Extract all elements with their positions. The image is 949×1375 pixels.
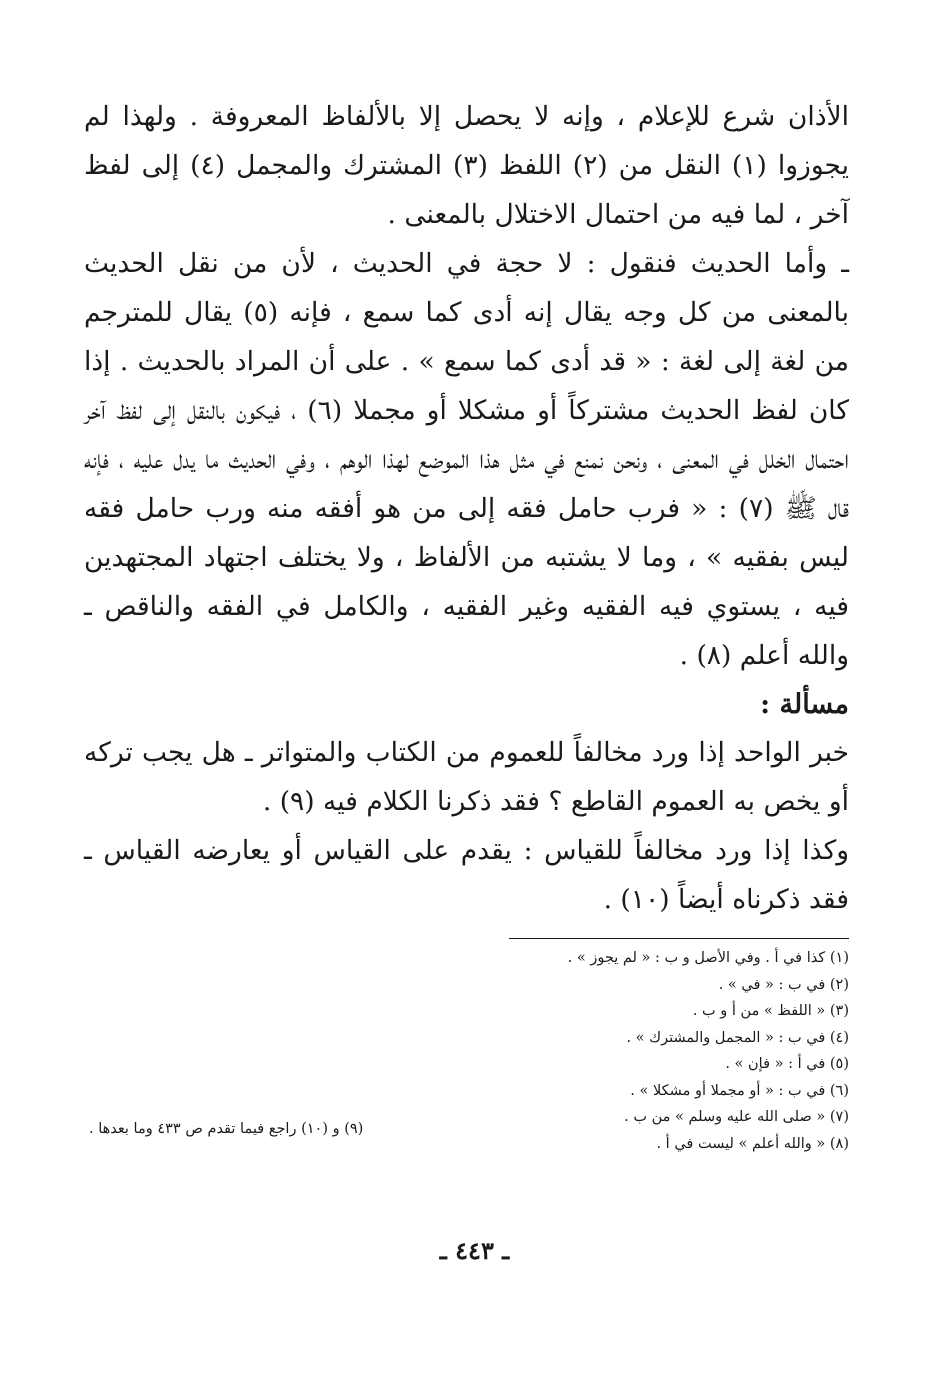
footnote-9-10: (٩) و (١٠) راجع فيما تقدم ص ٤٣٣ وما بعدها . — [89, 1121, 364, 1137]
paragraph-2: ـ وأما الحديث فنقول : لا حجة في الحديث ، لأن من نقل الحديث بالمعنى من كل وجه يقال إنه أدى كما سمع ، فإنه (٥) يقال للمترجم من لغة إلى لغة : « قد أدى كما سمع » . على أن المراد بالحديث . إذا كان لفظ الحديث مشتركاً أو مشكلا أو مجملا (٦) ، فيكون بالنقل إلى لفظ آخر احتمال الخلل في المعنى ، ونحن نمنع في مثل هذا الموضع لهذا الوهم ، وفي الحديث ما يدل عليه ، فإنه قال ﷺ (٧) : « فرب حامل فقه إلى من هو أفقه منه ورب حامل فقه ليس بفقيه » ، وما لا يشتبه من الألفاظ ، ولا يختلف اجتهاد المجتهدين فيه ، يستوي فيه الفقيه وغير الفقيه ، والكامل في الفقه والناقص ـ والله أعلم (٨) . — [84, 248, 849, 671]
footnote-1: (١) كذا في أ . وفي الأصل و ب : « لم يجوز » . — [567, 950, 849, 966]
footnote-7: (٧) « صلى الله عليه وسلم » من ب . — [624, 1109, 849, 1125]
main-text — [84, 92, 849, 924]
footnote-6: (٦) في ب : « أو مجملا أو مشكلا » . — [630, 1082, 849, 1099]
footnote-8: (٨) « والله أعلم » ليست في أ . — [656, 1135, 849, 1152]
footnote-2: (٢) في ب : « في » . — [718, 976, 849, 993]
footnote-list — [89, 945, 849, 1157]
section-heading: مسألة : — [760, 689, 849, 720]
paragraph-1: الأذان شرع للإعلام ، وإنه لا يحصل إلا بالألفاظ المعروفة . ولهذا لم يجوزوا (١) النقل من (٢) اللفظ (٣) المشترك والمجمل (٤) إلى لفظ آخر ، لما فيه من احتمال الاختلال بالمعنى . — [84, 101, 849, 230]
page-number: ـ ٤٤٣ ـ — [439, 1236, 510, 1265]
footnotes — [89, 938, 849, 1157]
paragraph-3: خبر الواحد إذا ورد مخالفاً للعموم من الكتاب والمتواتر ـ هل يجب تركه أو يخص به العموم القاطع ؟ فقد ذكرنا الكلام فيه (٩) . — [84, 737, 849, 817]
footnote-4: (٤) في ب : « المجمل والمشترك » . — [626, 1029, 849, 1046]
footnote-divider — [509, 938, 849, 939]
footnote-5: (٥) في أ : « فإن » . — [725, 1056, 849, 1072]
page-body — [84, 92, 849, 924]
footnote-3: (٣) « اللفظ » من أ و ب . — [692, 1003, 849, 1019]
paragraph-4: وكذا إذا ورد مخالفاً للقياس : يقدم على القياس أو يعارضه القياس ـ فقد ذكرناه أيضاً (١٠) . — [84, 835, 849, 915]
